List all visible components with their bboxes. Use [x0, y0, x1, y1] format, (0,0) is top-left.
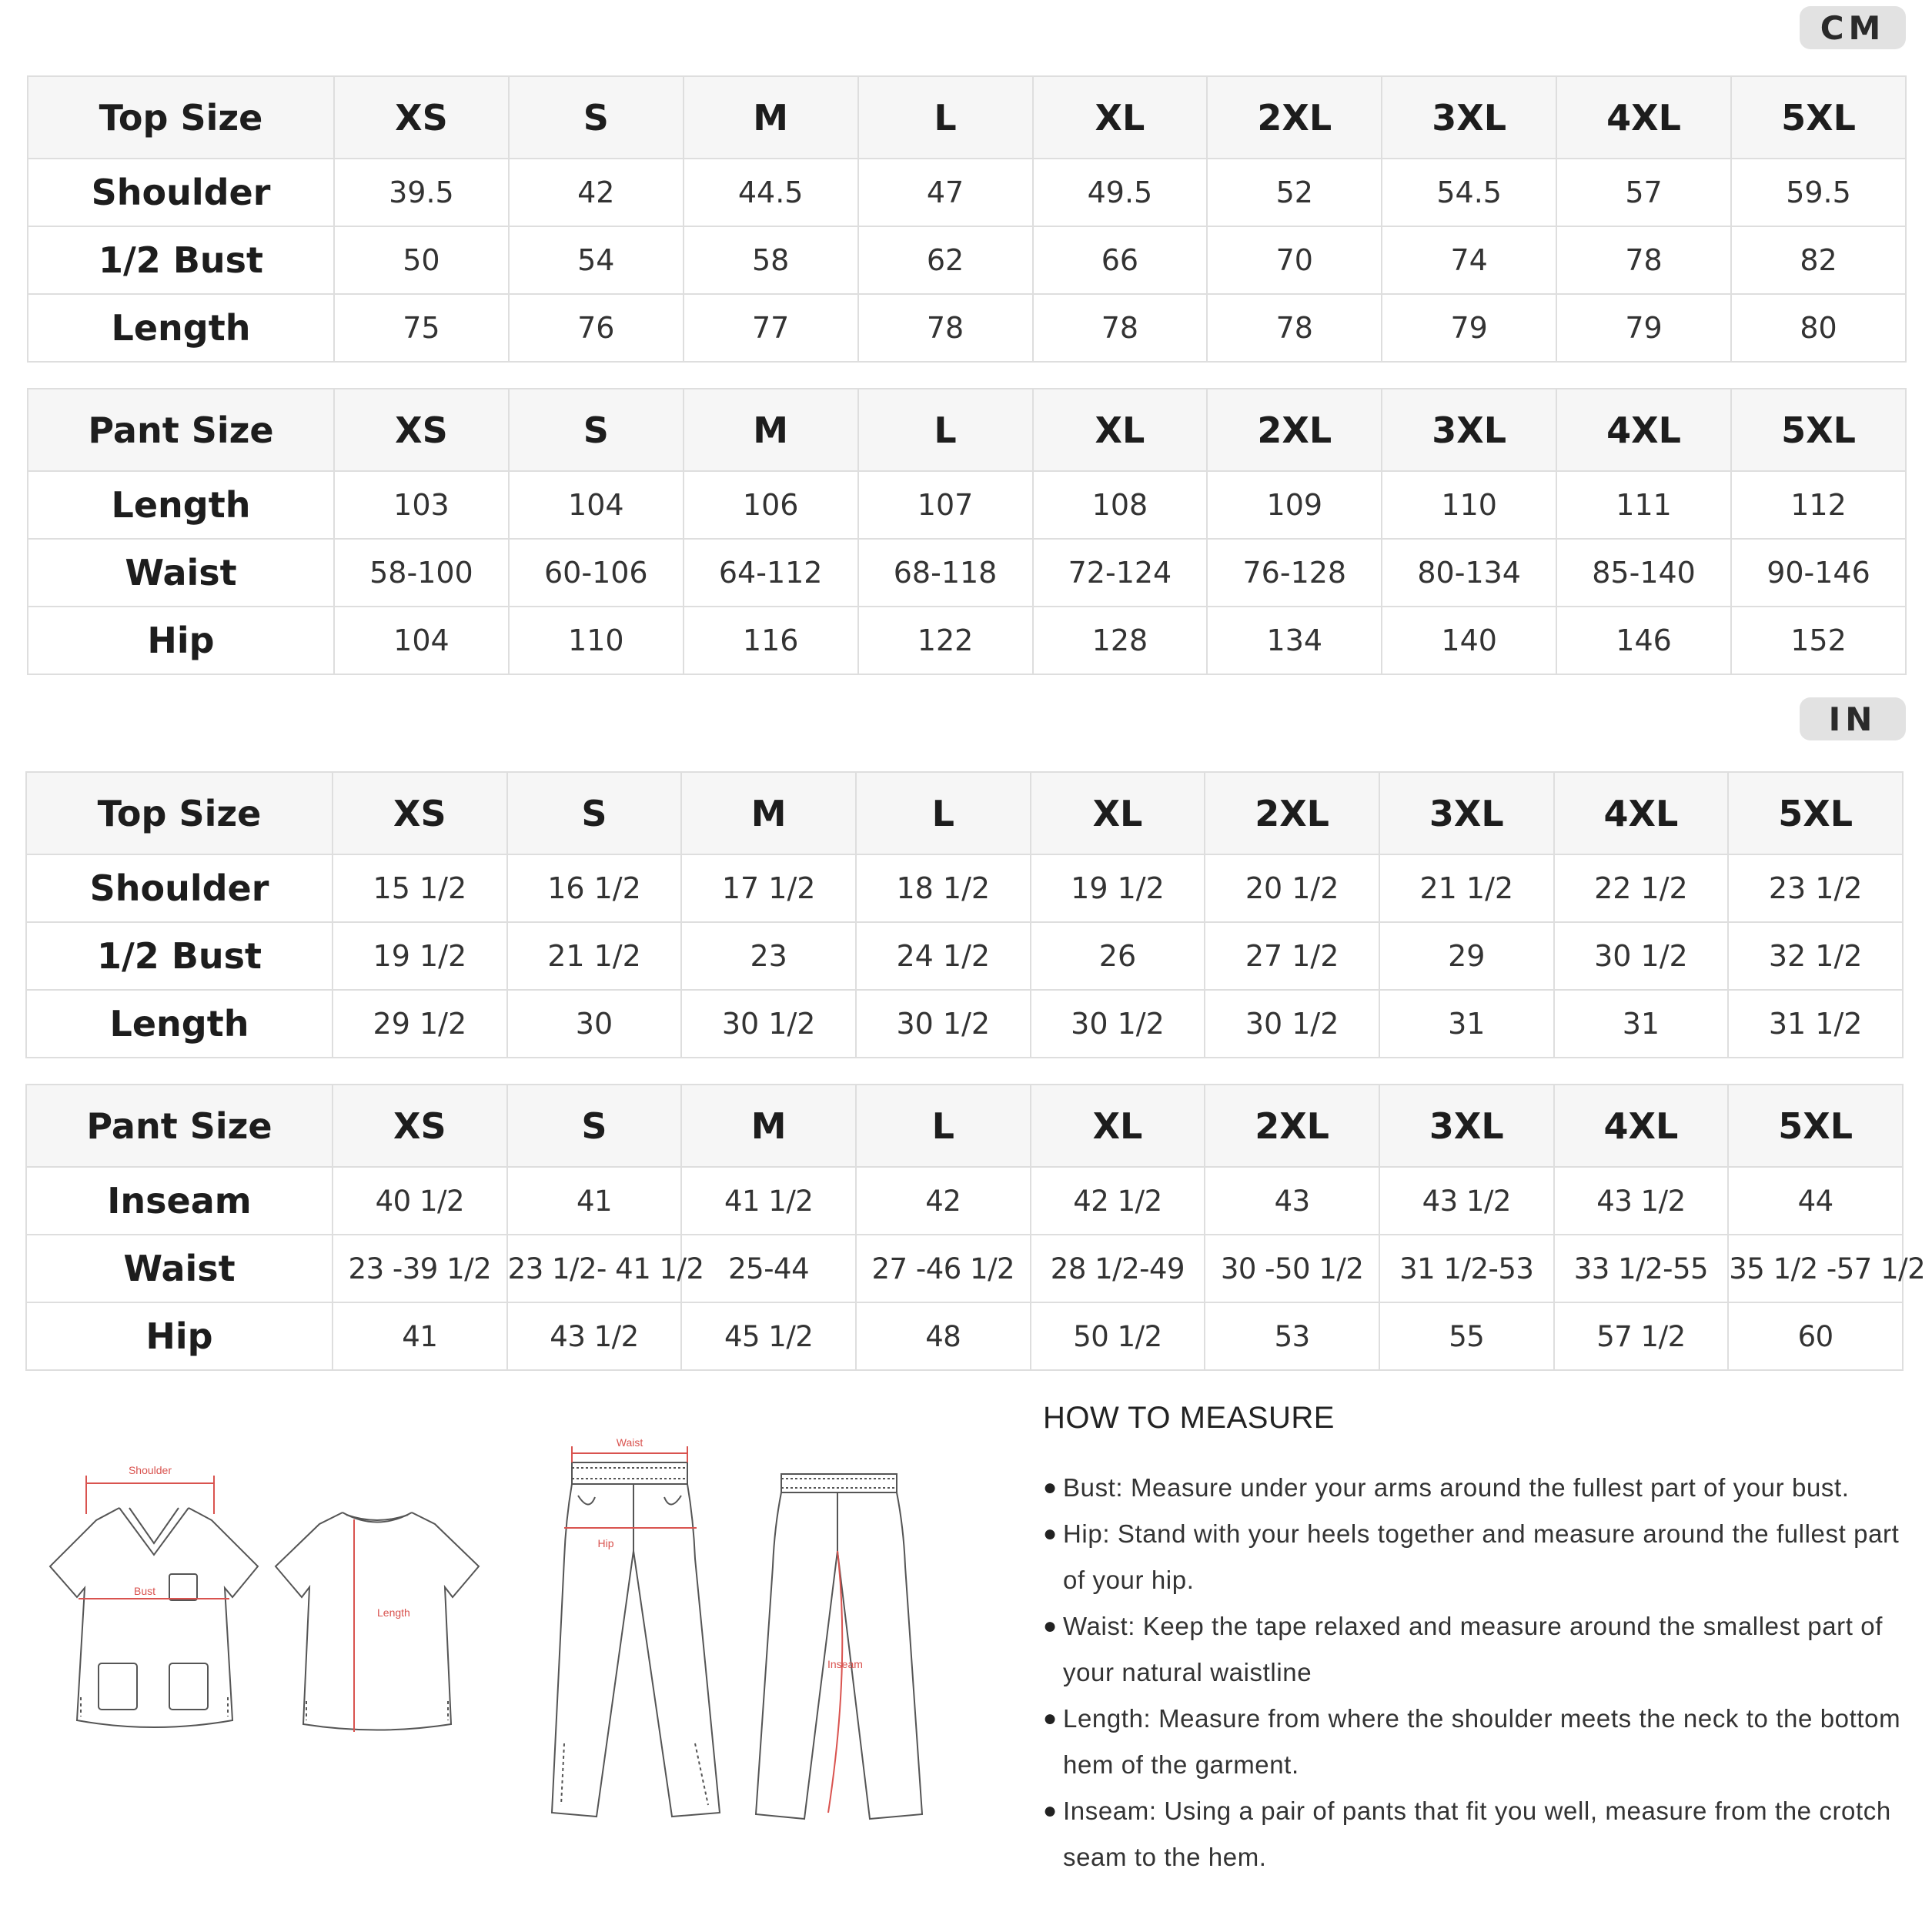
size-header-cell: S [507, 1085, 682, 1167]
table-cell: 19 1/2 [333, 922, 507, 990]
table-cell: 134 [1207, 607, 1382, 674]
size-header-cell: 2XL [1207, 76, 1382, 159]
bullet-icon: ● [1043, 1613, 1058, 1639]
table-cell: 32 1/2 [1728, 922, 1903, 990]
table-cell: 140 [1382, 607, 1556, 674]
table-cell: 43 1/2 [1554, 1167, 1729, 1235]
table-cell: 22 1/2 [1554, 854, 1729, 922]
table-cell: 80 [1731, 294, 1906, 362]
table-cell: 31 [1554, 990, 1729, 1058]
measurement-label: Hip [28, 607, 334, 674]
size-header-cell: XS [333, 1085, 507, 1167]
table-cell: 29 [1379, 922, 1554, 990]
table-cell: 30 [507, 990, 682, 1058]
table-header-row [28, 389, 1906, 471]
size-header-cell: S [509, 76, 684, 159]
table-cell: 28 1/2-49 [1031, 1235, 1205, 1302]
table-cell: 80-134 [1382, 539, 1556, 607]
table-cell: 110 [509, 607, 684, 674]
table-row [26, 1167, 1903, 1235]
table-cell: 41 [507, 1167, 682, 1235]
table-cell: 103 [334, 471, 509, 539]
size-header-label: Top Size [28, 76, 334, 159]
table-cell: 58-100 [334, 539, 509, 607]
table-row [28, 226, 1906, 294]
bullet-icon: ● [1043, 1475, 1058, 1500]
size-header-label: Pant Size [28, 389, 334, 471]
table-cell: 128 [1033, 607, 1208, 674]
hip-label: Hip [597, 1537, 614, 1549]
table-cell: 23 -39 1/2 [333, 1235, 507, 1302]
size-header-cell: XL [1031, 772, 1205, 854]
table-cell: 54.5 [1382, 159, 1556, 226]
table-row [28, 539, 1906, 607]
measure-item-text: Waist: Keep the tape relaxed and measure around the smallest part of your natural waistline [1063, 1612, 1883, 1686]
measure-item-text: Bust: Measure under your arms around the fullest part of your bust. [1063, 1473, 1850, 1502]
size-header-cell: 2XL [1205, 772, 1379, 854]
table-cell: 42 [509, 159, 684, 226]
length-label: Length [377, 1606, 410, 1619]
table-cell: 58 [684, 226, 858, 294]
table-cell: 19 1/2 [1031, 854, 1205, 922]
bullet-icon: ● [1043, 1798, 1058, 1823]
bust-label: Bust [133, 1585, 156, 1597]
size-header-cell: 3XL [1379, 1085, 1554, 1167]
cm-top-size-table [27, 75, 1907, 363]
table-cell: 78 [1556, 226, 1731, 294]
size-header-label: Pant Size [26, 1085, 333, 1167]
table-cell: 54 [509, 226, 684, 294]
top-front-diagram [46, 1466, 262, 1743]
size-header-cell: 3XL [1382, 76, 1556, 159]
table-cell: 44 [1728, 1167, 1903, 1235]
measurement-label: Shoulder [28, 159, 334, 226]
size-header-cell: L [856, 1085, 1031, 1167]
table-cell: 39.5 [334, 159, 509, 226]
table-cell: 41 [333, 1302, 507, 1370]
table-cell: 40 1/2 [333, 1167, 507, 1235]
measure-item-hip [1043, 1511, 1905, 1603]
bullet-icon: ● [1043, 1706, 1058, 1731]
size-header-cell: 5XL [1728, 772, 1903, 854]
measurement-label: Inseam [26, 1167, 333, 1235]
size-header-cell: 4XL [1556, 76, 1731, 159]
table-cell: 52 [1207, 159, 1382, 226]
measurement-label: Waist [26, 1235, 333, 1302]
measurement-label: 1/2 Bust [26, 922, 333, 990]
table-row [26, 922, 1903, 990]
measure-item-waist [1043, 1603, 1905, 1696]
size-header-cell: XL [1033, 76, 1208, 159]
table-cell: 21 1/2 [1379, 854, 1554, 922]
table-cell: 27 1/2 [1205, 922, 1379, 990]
size-header-cell: L [856, 772, 1031, 854]
table-cell: 31 [1379, 990, 1554, 1058]
table-cell: 112 [1731, 471, 1906, 539]
size-header-cell: 5XL [1728, 1085, 1903, 1167]
how-to-measure-title: HOW TO MEASURE [1043, 1401, 1335, 1435]
table-cell: 146 [1556, 607, 1731, 674]
table-cell: 79 [1382, 294, 1556, 362]
bullet-icon: ● [1043, 1521, 1058, 1546]
size-header-cell: XS [334, 389, 509, 471]
table-cell: 16 1/2 [507, 854, 682, 922]
measurement-label: Shoulder [26, 854, 333, 922]
table-cell: 70 [1207, 226, 1382, 294]
table-cell: 110 [1382, 471, 1556, 539]
table-cell: 60 [1728, 1302, 1903, 1370]
waist-label: Waist [616, 1436, 643, 1449]
table-cell: 25-44 [681, 1235, 856, 1302]
size-header-cell: XL [1033, 389, 1208, 471]
size-header-cell: 5XL [1731, 389, 1906, 471]
table-cell: 31 1/2 [1728, 990, 1903, 1058]
table-cell: 50 [334, 226, 509, 294]
measure-item-bust [1043, 1465, 1905, 1511]
table-row [26, 854, 1903, 922]
table-cell: 50 1/2 [1031, 1302, 1205, 1370]
table-row [26, 990, 1903, 1058]
pants-back-diagram [747, 1466, 931, 1820]
measurement-label: 1/2 Bust [28, 226, 334, 294]
table-cell: 109 [1207, 471, 1382, 539]
size-header-cell: 3XL [1382, 389, 1556, 471]
size-header-cell: L [858, 389, 1033, 471]
table-cell: 30 1/2 [1554, 922, 1729, 990]
table-header-row [28, 76, 1906, 159]
table-cell: 57 1/2 [1554, 1302, 1729, 1370]
measure-item-text: Inseam: Using a pair of pants that fit you well, measure from the crotch seam to the hem. [1063, 1797, 1891, 1871]
table-row [26, 1302, 1903, 1370]
table-cell: 47 [858, 159, 1033, 226]
inseam-label: Inseam [827, 1658, 863, 1670]
size-header-cell: L [858, 76, 1033, 159]
shoulder-label: Shoulder [128, 1464, 172, 1476]
cm-pant-size-table [27, 388, 1907, 675]
table-cell: 44.5 [684, 159, 858, 226]
size-header-cell: XS [334, 76, 509, 159]
table-cell: 41 1/2 [681, 1167, 856, 1235]
measure-item-text: Hip: Stand with your heels together and measure around the fullest part of your hip. [1063, 1519, 1900, 1594]
table-header-row [26, 1085, 1903, 1167]
table-cell: 68-118 [858, 539, 1033, 607]
table-cell: 30 1/2 [1205, 990, 1379, 1058]
table-row [28, 607, 1906, 674]
unit-badge-cm: CM [1800, 6, 1906, 49]
table-cell: 24 1/2 [856, 922, 1031, 990]
size-header-cell: M [681, 1085, 856, 1167]
table-cell: 104 [334, 607, 509, 674]
table-cell: 35 1/2 -57 1/2 [1728, 1235, 1903, 1302]
size-header-cell: M [684, 389, 858, 471]
table-cell: 43 [1205, 1167, 1379, 1235]
size-header-cell: 3XL [1379, 772, 1554, 854]
table-cell: 85-140 [1556, 539, 1731, 607]
table-cell: 55 [1379, 1302, 1554, 1370]
size-header-cell: XS [333, 772, 507, 854]
how-to-measure-section [1043, 1401, 1905, 1880]
table-cell: 43 1/2 [507, 1302, 682, 1370]
table-cell: 90-146 [1731, 539, 1906, 607]
table-cell: 20 1/2 [1205, 854, 1379, 922]
table-cell: 152 [1731, 607, 1906, 674]
table-cell: 18 1/2 [856, 854, 1031, 922]
table-cell: 49.5 [1033, 159, 1208, 226]
table-cell: 108 [1033, 471, 1208, 539]
table-cell: 107 [858, 471, 1033, 539]
table-cell: 30 1/2 [681, 990, 856, 1058]
table-cell: 66 [1033, 226, 1208, 294]
table-cell: 53 [1205, 1302, 1379, 1370]
size-header-cell: M [684, 76, 858, 159]
size-header-cell: S [507, 772, 682, 854]
size-header-cell: 2XL [1207, 389, 1382, 471]
table-cell: 60-106 [509, 539, 684, 607]
size-header-cell: 4XL [1554, 1085, 1729, 1167]
table-cell: 21 1/2 [507, 922, 682, 990]
measure-item-length [1043, 1696, 1905, 1788]
unit-badge-in: IN [1800, 697, 1906, 740]
table-cell: 77 [684, 294, 858, 362]
size-header-label: Top Size [26, 772, 333, 854]
measurement-label: Hip [26, 1302, 333, 1370]
table-cell: 42 1/2 [1031, 1167, 1205, 1235]
measure-list [1043, 1465, 1905, 1880]
table-cell: 23 1/2 [1728, 854, 1903, 922]
table-cell: 23 1/2- 41 1/2 [507, 1235, 682, 1302]
table-cell: 57 [1556, 159, 1731, 226]
pants-front-diagram [543, 1436, 720, 1817]
measurement-label: Length [26, 990, 333, 1058]
table-cell: 122 [858, 607, 1033, 674]
table-row [28, 471, 1906, 539]
top-back-diagram [269, 1501, 485, 1743]
size-header-cell: S [509, 389, 684, 471]
size-header-cell: 5XL [1731, 76, 1906, 159]
table-cell: 15 1/2 [333, 854, 507, 922]
table-cell: 48 [856, 1302, 1031, 1370]
table-cell: 78 [1033, 294, 1208, 362]
table-cell: 111 [1556, 471, 1731, 539]
measure-item-inseam [1043, 1788, 1905, 1880]
table-cell: 30 1/2 [856, 990, 1031, 1058]
table-cell: 43 1/2 [1379, 1167, 1554, 1235]
size-header-cell: M [681, 772, 856, 854]
table-cell: 17 1/2 [681, 854, 856, 922]
table-header-row [26, 772, 1903, 854]
table-cell: 74 [1382, 226, 1556, 294]
table-cell: 78 [858, 294, 1033, 362]
table-cell: 104 [509, 471, 684, 539]
table-cell: 30 1/2 [1031, 990, 1205, 1058]
table-cell: 79 [1556, 294, 1731, 362]
table-cell: 76 [509, 294, 684, 362]
table-cell: 62 [858, 226, 1033, 294]
in-pant-size-table [25, 1084, 1926, 1371]
size-header-cell: 2XL [1205, 1085, 1379, 1167]
table-row [26, 1235, 1903, 1302]
table-cell: 27 -46 1/2 [856, 1235, 1031, 1302]
table-cell: 42 [856, 1167, 1031, 1235]
table-cell: 29 1/2 [333, 990, 507, 1058]
size-header-cell: XL [1031, 1085, 1205, 1167]
measure-item-text: Length: Measure from where the shoulder meets the neck to the bottom hem of the garment. [1063, 1704, 1901, 1779]
size-header-cell: 4XL [1554, 772, 1729, 854]
measurement-label: Length [28, 294, 334, 362]
measurement-label: Waist [28, 539, 334, 607]
table-cell: 23 [681, 922, 856, 990]
table-cell: 30 -50 1/2 [1205, 1235, 1379, 1302]
table-cell: 31 1/2-53 [1379, 1235, 1554, 1302]
size-header-cell: 4XL [1556, 389, 1731, 471]
table-cell: 76-128 [1207, 539, 1382, 607]
measurement-label: Length [28, 471, 334, 539]
table-cell: 75 [334, 294, 509, 362]
in-top-size-table [25, 771, 1904, 1058]
table-cell: 82 [1731, 226, 1906, 294]
table-cell: 72-124 [1033, 539, 1208, 607]
table-cell: 78 [1207, 294, 1382, 362]
table-cell: 64-112 [684, 539, 858, 607]
table-cell: 26 [1031, 922, 1205, 990]
table-cell: 59.5 [1731, 159, 1906, 226]
table-cell: 45 1/2 [681, 1302, 856, 1370]
table-cell: 33 1/2-55 [1554, 1235, 1729, 1302]
table-row [28, 294, 1906, 362]
table-cell: 106 [684, 471, 858, 539]
table-row [28, 159, 1906, 226]
table-cell: 116 [684, 607, 858, 674]
